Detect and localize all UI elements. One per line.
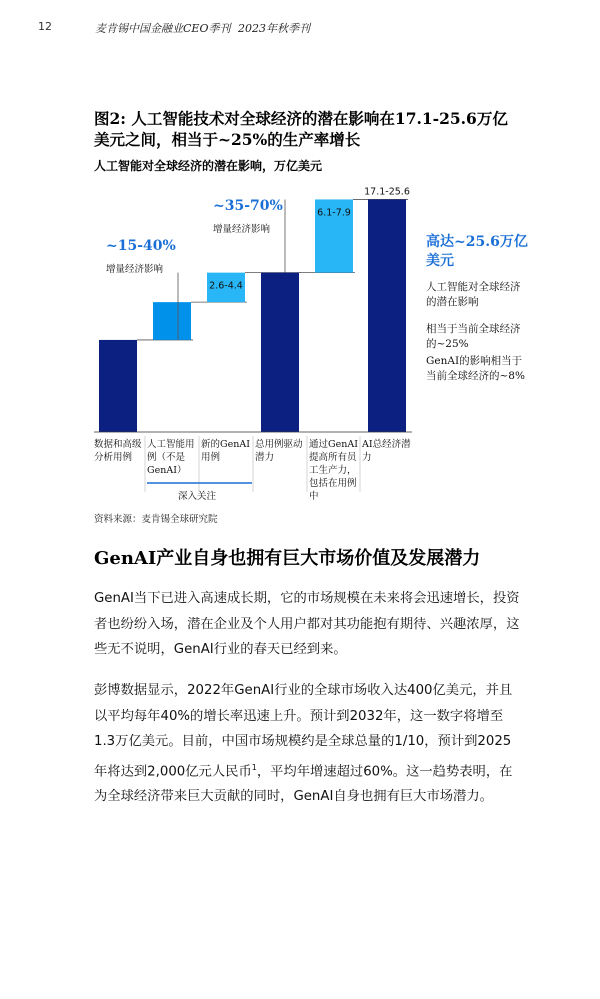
side-note-1: 人工智能对全球经济的潜在影响 [426, 281, 521, 308]
paragraph-text: ，平均年增速超过60%。这一趋势表明，在为全球经济带来巨大贡献的同时，GenAI自身也拥有巨大市场潜力。 [94, 763, 513, 805]
side-note-2: 相当于当前全球经济的~25% [426, 323, 521, 350]
category-label: 人工智能用例（不是GenAI） [147, 439, 195, 476]
source-note: 资料来源：麦肯锡全球研究院 [94, 514, 218, 525]
category-label: 通过GenAI提高所有员工生产力，包括在用例中 [309, 439, 358, 502]
footnote-ref: 1 [251, 762, 257, 772]
paragraph-text: 彭博数据显示，2022年GenAI行业的全球市场收入达400亿美元，并且以平均每年40%的增长率迅速上升。预计到2032年，这一数字将增至1.3万亿美元。目前，中国市场规模约是全球总量的1/10，预计到2025年将达到2,000亿元人民币 [94, 683, 513, 779]
bracket-label: 深入关注 [178, 491, 217, 502]
figure-title: 图2: 人工智能技术对全球经济的潜在影响在17.1-25.6万亿美元之间，相当于~25%的生产率增长 [94, 109, 508, 149]
category-label: 新的GenAI用例 [201, 439, 250, 463]
issue-label: 2023年秋季刊 [238, 22, 310, 35]
bar-value-label: 2.6-4.4 [209, 280, 243, 292]
category-label: 数据和高级分析用例 [94, 439, 142, 463]
bar [261, 273, 299, 432]
bar [99, 340, 137, 432]
bar-value-label: 6.1-7.9 [317, 207, 351, 219]
figure-subtitle: 人工智能对全球经济的潜在影响，万亿美元 [94, 159, 323, 173]
paragraph [94, 678, 524, 810]
section-title: GenAI产业自身也拥有巨大市场价值及发展潜力 [94, 548, 481, 569]
category-label: 总用例驱动潜力 [255, 439, 303, 463]
paragraph: GenAI当下已进入高速成长期，它的市场规模在未来将会迅速增长，投资者也纷纷入场，潜在企业及个人用户都对其功能抱有期待、兴趣浓厚，这些无不说明，GenAI行业的春天已经到来。 [94, 591, 520, 657]
page-number: 12 [38, 20, 52, 33]
annotation-label-1: 增量经济影响 [106, 264, 164, 275]
bar [153, 302, 191, 340]
bar [368, 199, 406, 432]
chart-headline: 高达~25.6万亿美元 [426, 234, 528, 269]
side-note-3: GenAI的影响相当于当前全球经济的~8% [426, 355, 525, 382]
annotation-label-2: 增量经济影响 [213, 224, 271, 235]
bar-value-label: 17.1-25.6 [364, 186, 410, 198]
annotation-value-1: ~15-40% [106, 238, 176, 254]
annotation-value-2: ~35-70% [213, 198, 283, 214]
publication-title: 麦肯锡中国金融业CEO季刊 [95, 22, 231, 35]
category-label: AI总经济潜力 [362, 439, 411, 463]
